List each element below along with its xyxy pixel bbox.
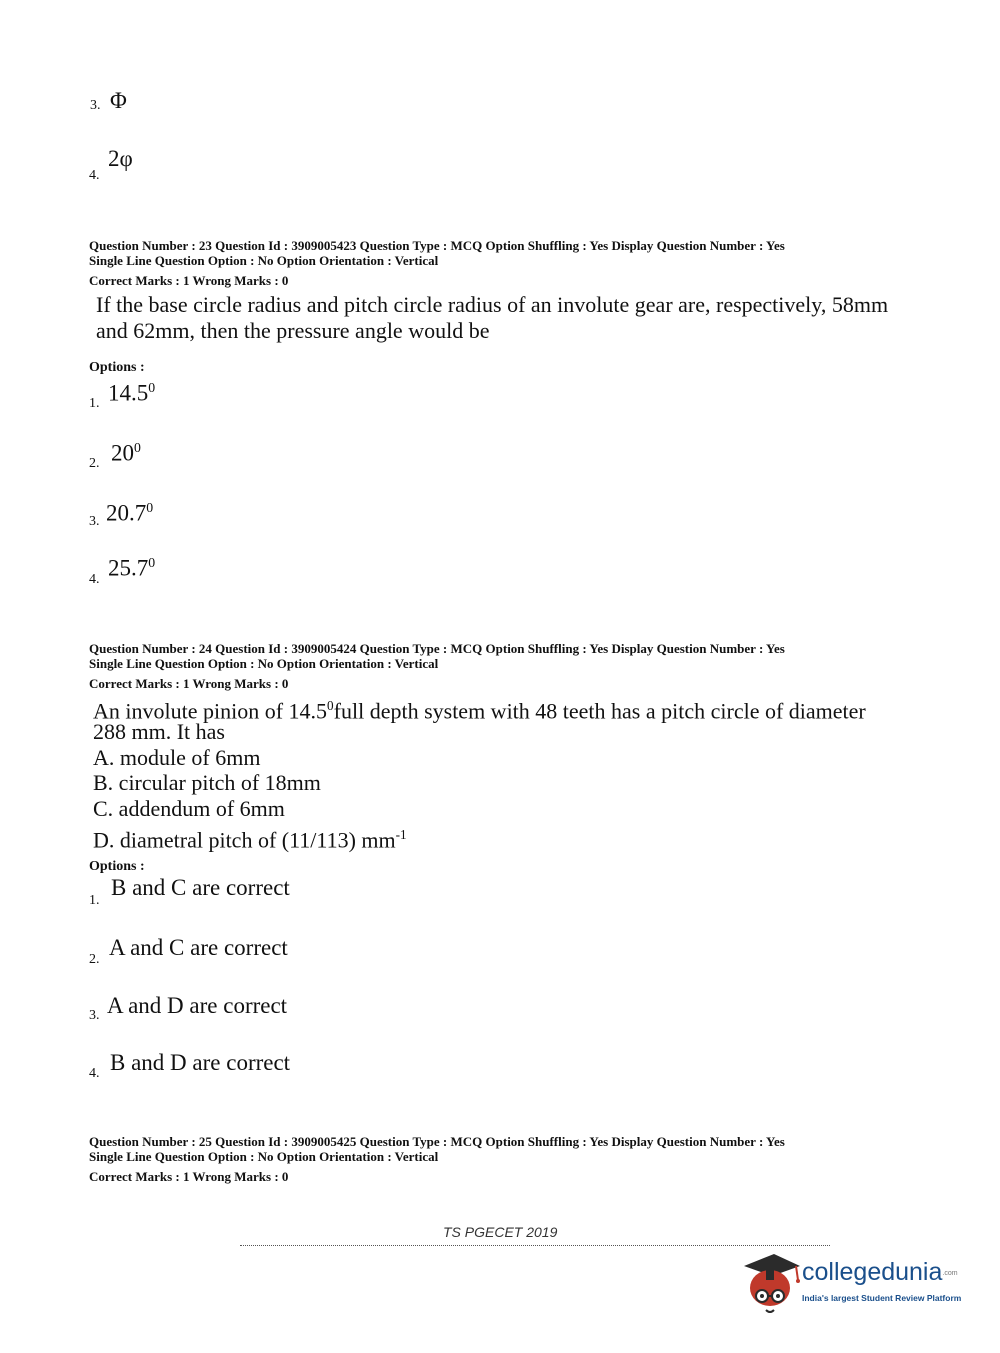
q24-option-3[interactable]: A and D are correct — [107, 993, 288, 1018]
q24-option-4[interactable]: B and D are correct — [110, 1050, 291, 1075]
q23-option-2-number: 2. — [89, 456, 100, 471]
q24-option-1-number: 1. — [89, 893, 100, 908]
q23-option-4-text: 25.7 — [108, 555, 149, 581]
prev-option-4-text: 2φ — [108, 146, 133, 171]
q24-question-line-1-sup: 0 — [327, 698, 334, 713]
q24-question-line-1-b: full depth system with 48 teeth has a pitch circle of diameter — [333, 698, 866, 724]
q23-option-3-text: 20.7 — [106, 500, 147, 526]
collegedunia-logo[interactable] — [740, 1244, 972, 1320]
q23-question-line-1: If the base circle radius and pitch circle radius of an involute gear are, respectively, 58mm — [96, 292, 889, 317]
q23-option-3-sup: 0 — [146, 500, 154, 515]
q24-option-1[interactable]: B and C are correct — [111, 875, 290, 900]
q23-option-4[interactable] — [108, 555, 155, 582]
logo-tagline: India's largest Student Review Platform — [802, 1293, 962, 1303]
q24-option-4-number: 4. — [89, 1066, 100, 1081]
graduate-mascot-icon — [740, 1244, 804, 1318]
q23-option-1-text: 14.5 — [108, 380, 149, 406]
q24-question-line-1-a: An involute pinion of 14.5 — [93, 698, 328, 724]
logo-brand-name — [802, 1258, 958, 1287]
q23-option-2-text: 20 — [111, 440, 134, 466]
q24-option-2-number: 2. — [89, 952, 100, 967]
q24-options-label: Options : — [89, 859, 145, 874]
prev-option-4-number: 4. — [89, 168, 100, 183]
q23-question-line-2: and 62mm, then the pressure angle would be — [96, 318, 490, 343]
q23-option-2-sup: 0 — [134, 440, 141, 455]
q24-statement-d-sup: -1 — [395, 827, 407, 842]
prev-option-3-text: Φ — [110, 88, 127, 113]
q24-meta-line-1: Question Number : 24 Question Id : 3909005424 Question Type : MCQ Option Shuffling : Yes Display Question Number : Yes — [89, 641, 785, 656]
prev-option-3-number: 3. — [90, 98, 101, 113]
q23-option-3-number: 3. — [89, 514, 100, 529]
q24-statement-c: C. addendum of 6mm — [93, 796, 285, 821]
q24-statement-d — [93, 822, 407, 853]
q24-meta-line-2: Single Line Question Option : No Option Orientation : Vertical — [89, 656, 439, 671]
q23-options-label: Options : — [89, 360, 145, 375]
footer-exam-name: TS PGECET 2019 — [443, 1224, 558, 1240]
q24-statement-a: A. module of 6mm — [93, 745, 261, 770]
q23-option-1[interactable] — [108, 380, 155, 407]
q25-meta-line-3: Correct Marks : 1 Wrong Marks : 0 — [89, 1169, 289, 1184]
q23-option-2[interactable] — [111, 440, 141, 467]
logo-brand-suffix: .com — [942, 1269, 958, 1277]
q23-option-4-number: 4. — [89, 572, 100, 587]
q23-option-3[interactable] — [106, 500, 153, 527]
q24-statement-b: B. circular pitch of 18mm — [93, 770, 321, 795]
q23-option-1-sup: 0 — [148, 380, 156, 395]
q24-option-2[interactable]: A and C are correct — [109, 935, 288, 960]
q25-meta-line-2: Single Line Question Option : No Option Orientation : Vertical — [89, 1149, 439, 1164]
q24-question-line-2: 288 mm. It has — [93, 719, 225, 744]
q23-option-4-sup: 0 — [148, 555, 156, 570]
q24-option-3-number: 3. — [89, 1008, 100, 1023]
q25-meta-line-1: Question Number : 25 Question Id : 3909005425 Question Type : MCQ Option Shuffling : Yes Display Question Number : Yes — [89, 1134, 785, 1149]
q23-meta-line-3: Correct Marks : 1 Wrong Marks : 0 — [89, 273, 289, 288]
q23-meta-line-1: Question Number : 23 Question Id : 3909005423 Question Type : MCQ Option Shuffling : Yes Display Question Number : Yes — [89, 238, 785, 253]
q23-meta-line-2: Single Line Question Option : No Option Orientation : Vertical — [89, 253, 439, 268]
q24-meta-line-3: Correct Marks : 1 Wrong Marks : 0 — [89, 676, 289, 691]
q24-statement-d-text: D. diametral pitch of (11/113) mm — [93, 827, 396, 853]
q23-option-1-number: 1. — [89, 396, 100, 411]
logo-brand-text: collegedunia — [802, 1258, 943, 1286]
